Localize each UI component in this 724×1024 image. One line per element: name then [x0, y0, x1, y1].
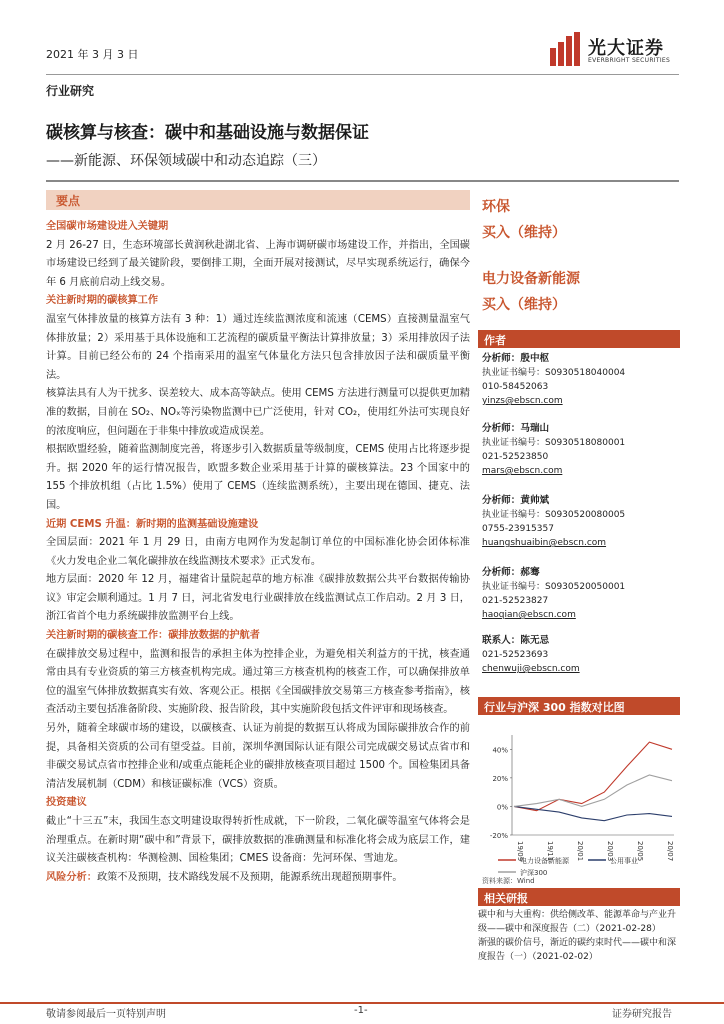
- section-heading: 关注新时期的碳核算工作: [46, 295, 159, 307]
- analyst-name: 分析师：黄帅斌: [482, 495, 550, 506]
- analyst-name: 分析师：殷中枢: [482, 353, 550, 364]
- x-tick-label: 20/05: [636, 841, 644, 862]
- analyst-cert: 执业证书编号：S0930520080005: [482, 510, 626, 520]
- x-tick-label: 20/07: [666, 841, 674, 862]
- series-line-1: [514, 806, 672, 820]
- analyst-card: [482, 422, 678, 478]
- y-tick-label: 40%: [492, 746, 508, 755]
- paragraph: 另外，随着全球碳市场的建设，以碳核查、认证为前提的数据互认将成为国际碳排放合作的前提，具备相关资质的公司有望受益。目前，深圳华测国际认证有限公司完成碳交易试点省市和非碳交易试点省市控排企业和/或重点能耗企业的碳排放核查项目超过 1500 个。国检集团具备清洁发展机制（CDM）和核证碳标准（VCS）资质。: [46, 723, 470, 790]
- related-item[interactable]: 碳中和与大重构：供给侧改革、能源革命与产业升级——碳中和深度报告（二）（2021-02-28）: [478, 910, 677, 934]
- legend-label: 公用事业: [610, 857, 638, 865]
- legend-label: 沪深300: [520, 869, 548, 877]
- paragraph: 核算法具有人为干扰多、误差较大、成本高等缺点。使用 CEMS 方法进行测量可以提供更加精准的数据，目前在 SO₂、NOₓ等污染物监测中已广泛使用，针对 CO₂，使用红外法可实现良好的浓度响应，但问题在于非集中排放或造成误差。: [46, 388, 470, 437]
- divider: [46, 74, 679, 75]
- report-date: 2021 年 3 月 3 日: [46, 48, 139, 61]
- analyst-card: [482, 352, 678, 408]
- analyst-phone: 021-52523850: [482, 452, 549, 462]
- chart-source: 资料来源：Wind: [482, 877, 535, 885]
- risk-label: 风险分析：: [46, 871, 97, 883]
- x-tick-label: 20/03: [606, 841, 614, 862]
- y-tick-label: -20%: [489, 832, 508, 840]
- logo: [548, 32, 688, 72]
- sector-rating: 买入（维持）: [482, 297, 566, 313]
- analyst-name: 分析师：郝骞: [482, 567, 540, 578]
- section-heading: 全国碳市场建设进入关键期: [46, 221, 169, 232]
- risk-text: 政策不及预期，技术路线发展不及预期，能源系统出现超预期事件。: [96, 871, 403, 883]
- divider: [46, 180, 679, 182]
- x-tick-label: 19/09: [516, 841, 524, 862]
- series-line-2: [514, 775, 672, 806]
- legend-label: 电力设备新能源: [520, 857, 569, 865]
- logo-subtext: EVERBRIGHT SECURITIES: [588, 57, 671, 64]
- analyst-email[interactable]: haoqian@ebscn.com: [482, 610, 576, 620]
- analyst-cert: 执业证书编号：S0930518040004: [482, 368, 626, 378]
- related-item[interactable]: 渐强的碳价信号，渐近的碳约束时代——碳中和深度报告（一）（2021-02-02）: [478, 938, 677, 962]
- footer-label: 证券研究报告: [612, 1009, 672, 1020]
- sector-name: 环保: [482, 199, 510, 215]
- contact-name: 联系人：陈无忌: [482, 635, 550, 646]
- paragraph: 根据欧盟经验，随着监测制度完善，将逐步引入数据质量等级制度，CEMS 使用占比将逐步提升。据 2020 年的运行情况报告，欧盟多数企业采用基于计算的碳核算法。23 个国家中的 155 个排放机组（占比 1.5%）使用了 CEMS（连续监测系统），主要出现在德国、捷克、法国。: [46, 444, 470, 511]
- key-points-body: [46, 218, 470, 887]
- related-header: 相关研报: [478, 888, 680, 906]
- footer-disclaimer: 敬请参阅最后一页特别声明: [46, 1009, 166, 1020]
- analyst-name: 分析师：马瑞山: [482, 423, 550, 434]
- page-title: 碳核算与核查：碳中和基础设施与数据保证: [46, 123, 369, 143]
- analyst-phone: 0755-23915357: [482, 524, 554, 534]
- x-tick-label: 19/11: [546, 841, 554, 862]
- contact-phone: 021-52523693: [482, 650, 549, 660]
- x-tick-label: 20/01: [576, 841, 584, 862]
- analyst-email[interactable]: huangshuaibin@ebscn.com: [482, 538, 607, 548]
- section-heading: 投资建议: [46, 797, 87, 809]
- sector-name: 电力设备新能源: [482, 271, 580, 287]
- page-number: -1-: [354, 1005, 368, 1016]
- logo-text: 光大证券: [588, 38, 664, 59]
- paragraph: 在碳排放交易过程中，监测和报告的承担主体为控排企业，为避免相关利益方的干扰，核查通常由具有专业资质的第三方核查机构完成。通过第三方核查机构的核查工作，可以确保排放单位的温室气体排放数据真实有效、客观公正。根据《全国碳排放交易第三方核查参考指南》，核查活动主要包括准备阶段、实施阶段、报告阶段，其中实施阶段包括文件评审和现场核查。: [46, 648, 470, 716]
- related-reports: [478, 908, 680, 964]
- paragraph: 地方层面：2020 年 12 月，福建省计量院起草的地方标准《碳排放数据公共平台数据传输协议》审定会顺利通过。1 月 7 日，河北省发电行业碳排放在线监测试点工作启动。2 月 3 日，浙江省首个电力系统碳排放监测平台上线。: [46, 574, 470, 623]
- page-subtitle: ——新能源、环保领域碳中和动态追踪（三）: [46, 153, 326, 169]
- logo-mark-icon: [548, 32, 584, 68]
- series-line-0: [514, 742, 672, 811]
- y-tick-label: 0%: [496, 803, 508, 812]
- sector-rating: 买入（维持）: [482, 225, 566, 241]
- paragraph: 全国层面：2021 年 1 月 29 日，由南方电网作为发起制订单位的中国标准化协会团体标准《火力发电企业二氧化碳排放在线监测技术要求》正式发布。: [46, 537, 470, 567]
- chart-header: 行业与沪深 300 指数对比图: [478, 697, 680, 715]
- section-heading: 关注新时期的碳核查工作：碳排放数据的护航者: [46, 630, 260, 642]
- analyst-cert: 执业证书编号：S0930520050001: [482, 582, 626, 592]
- analyst-email[interactable]: yinzs@ebscn.com: [482, 396, 563, 406]
- risk-analysis: [46, 869, 470, 888]
- analyst-cert: 执业证书编号：S0930518080001: [482, 438, 626, 448]
- paragraph: 截止“十三五”末，我国生态文明建设取得转折性成就，下一阶段，二氧化碳等温室气体将会是治理重点。在新时期“碳中和”背景下，碳排放数据的准确测量和标准化将会成为底层工作，建议关注碳核查机构：华测检测、国检集团；CMES 设备商：先河环保、雪迪龙。: [46, 816, 470, 865]
- chart-svg: [478, 725, 680, 885]
- analyst-email[interactable]: mars@ebscn.com: [482, 466, 563, 476]
- key-points-header: [46, 190, 470, 210]
- key-points-title: 要点: [56, 194, 81, 208]
- paragraph: 温室气体排放量的核算方法有 3 种：1）通过连续监测浓度和流速（CEMS）直接测量温室气体排放量；2）采用基于具体设施和工艺流程的碳质量平衡法计算排放量；3）采用排放因子法计算。目前已经公布的 24 个指南采用的温室气体量化方法只包含排放因子法和碳质量平衡法。: [46, 313, 470, 381]
- paragraph: 2 月 26-27 日，生态环境部长黄润秋赴湖北省、上海市调研碳市场建设工作，并指出，全国碳市场建设已经到了最关键阶段，要倒排工期，全面开展对接测试，尽早实现系统运行，确保今年 6 月底前启动上线交易。: [46, 239, 470, 288]
- section-heading: 近期 CEMS 升温：新时期的监测基础设施建设: [46, 518, 259, 530]
- y-tick-label: 20%: [492, 774, 508, 783]
- footer-divider: [0, 1002, 724, 1004]
- contact-card: [482, 634, 678, 676]
- contact-email[interactable]: chenwuji@ebscn.com: [482, 664, 580, 674]
- analyst-card: [482, 566, 678, 622]
- authors-header: 作者: [478, 330, 680, 348]
- report-category: 行业研究: [46, 84, 95, 98]
- index-comparison-chart: [478, 725, 680, 885]
- analyst-card: [482, 494, 678, 550]
- analyst-phone: 021-52523827: [482, 596, 549, 606]
- analyst-phone: 010-58452063: [482, 382, 549, 392]
